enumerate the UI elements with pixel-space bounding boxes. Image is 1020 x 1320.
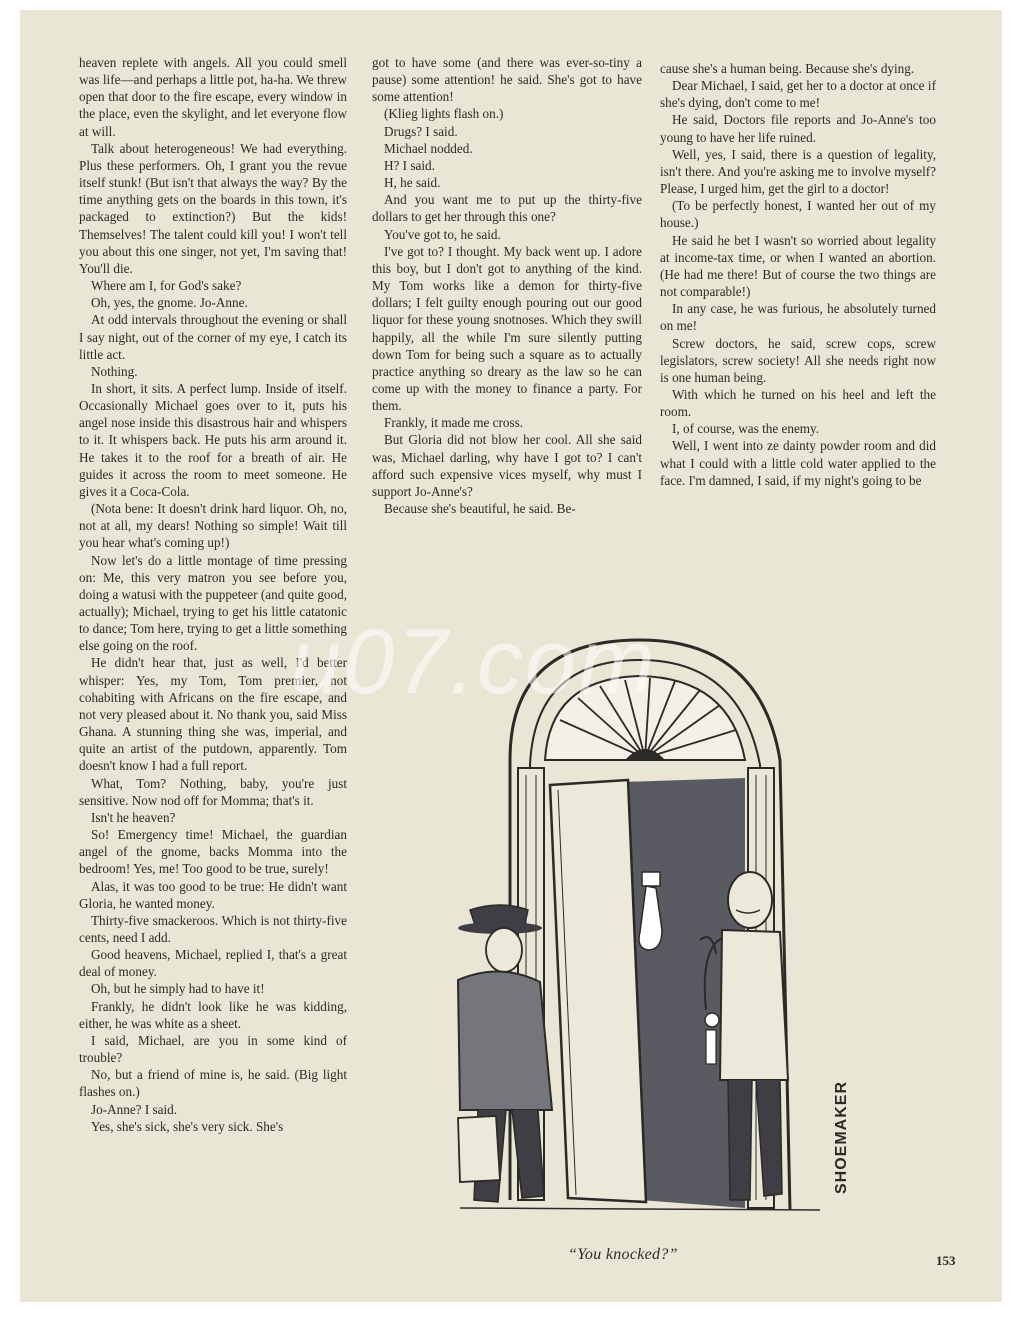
paragraph: H? I said. — [384, 157, 435, 173]
magazine-page — [20, 10, 1002, 1302]
paragraph: Frankly, he didn't look like he was kidding, either, he was white as a sheet. — [79, 998, 347, 1031]
paragraph: Alas, it was too good to be true: He didn't want Gloria, he wanted money. — [79, 878, 347, 911]
paragraph: Thirty-five smackeroos. Which is not thirty-five cents, need I add. — [79, 912, 347, 945]
paragraph: (Klieg lights flash on.) — [384, 106, 504, 122]
paragraph: No, but a friend of mine is, he said. (Big light flashes on.) — [79, 1067, 347, 1100]
cartoon-caption: “You knocked?” — [568, 1246, 678, 1263]
paragraph: At odd intervals throughout the evening or shall I say night, out of the corner of my eye, I catch its little act. — [79, 312, 347, 362]
artist-signature: SHOEMAKER — [833, 1080, 850, 1194]
paragraph: What, Tom? Nothing, baby, you're just sensitive. Now nod off for Momma; that's it. — [79, 775, 347, 808]
paragraph: Jo-Anne? I said. — [91, 1101, 178, 1117]
open-door — [550, 780, 646, 1202]
briefcase-icon — [458, 1116, 500, 1182]
paragraph: Now let's do a little montage of time pressing on: Me, this very matron you see before you, doing a watusi with the puppeteer (and quite good, actually); Michael, trying to get his little catatonic to dance; Tom here, trying to get a little something else going on the roof. — [79, 552, 347, 654]
paragraph: In any case, he was furious, he absolutely turned on me! — [660, 301, 936, 334]
paragraph: heaven replete with angels. All you could smell was life—and perhaps a little pot, ha-ha. We threw open that door to the fire escape, every window in the place, even the skylight, and let everyone flow at will. — [79, 55, 347, 139]
paragraph: He didn't hear that, just as well, I'd better whisper: Yes, my Tom, Tom premier, not cohabiting with Africans on the fire escape, and not very pleased about it. No thank you, said Miss Ghana. A stunning thing she was, imperial, and quite an artist of the putdown, apparently. Tom doesn't know I had a full report. — [79, 655, 347, 774]
paragraph: (To be perfectly honest, I wanted her out of my house.) — [660, 198, 936, 231]
paragraph: Where am I, for God's sake? — [91, 278, 242, 294]
paragraph: Well, I went into ze dainty powder room and did what I could with a little cold water applied to the face. I'm damned, I said, if my night's going to be — [660, 438, 936, 488]
page-number: 153 — [936, 1253, 956, 1268]
paragraph: Isn't he heaven? — [91, 809, 176, 825]
paragraph: I've got to? I thought. My back went up. I adore this boy, but I don't got to anything of the kind. My Tom works like a demon for thirty-five dollars; I felt guilty enough pouring out our good liquor for these young snotnoses. Which they swill happily, all the while I'm sure silently putting down Tom for being such a square as to actually practice anything so dreary as the law so he can come up with the money to finance a party. For them. — [372, 243, 642, 414]
paragraph: Dear Michael, I said, get her to a doctor at once if she's dying, don't come to me! — [660, 78, 936, 111]
paragraph: I said, Michael, are you in some kind of trouble? — [79, 1032, 347, 1066]
paragraph: Good heavens, Michael, replied I, that's a great deal of money. — [79, 947, 347, 980]
paragraph: Nothing. — [91, 363, 138, 379]
paragraph: He said he bet I wasn't so worried about legality at income-tax time, or when I wanted an abortion. (He had me there! But of course the two things are not comparable!) — [660, 232, 936, 300]
paragraph: Drugs? I said. — [384, 123, 458, 139]
paragraph: But Gloria did not blow her cool. All she said was, Michael darling, why have I got to? I can't afford such expensive vices myself, why must I support Jo-Anne's? — [372, 432, 642, 499]
paragraph: Michael nodded. — [384, 140, 473, 156]
paragraph: I, of course, was the enemy. — [672, 421, 820, 437]
paragraph: H, he said. — [384, 175, 441, 191]
paragraph: Yes, she's sick, she's very sick. She's — [91, 1118, 284, 1134]
watermark-text: u07.com — [290, 611, 657, 713]
paragraph: Oh, but he simply had to have it! — [91, 981, 265, 997]
paragraph: You've got to, he said. — [384, 226, 501, 242]
paragraph: And you want me to put up the thirty-five dollars to get her through this one? — [372, 192, 642, 225]
paragraph: So! Emergency time! Michael, the guardian angel of the gnome, backs Momma into the bedroom! Yes, me! Too good to be true, surely! — [79, 827, 347, 877]
paragraph: With which he turned on his heel and left the room. — [660, 386, 936, 420]
paragraph: Talk about heterogeneous! We had everything. Plus these performers. Oh, I grant you the revue itself stunk! (But isn't that always the way? By the time anything gets on the boards in this town, it's packaged to extinction?) But the kids! Themselves! The talent could kill you! I won't tell you about this one singer, not yet, I'm saving that! You'll die. — [79, 140, 347, 276]
paragraph: Well, yes, I said, there is a question of legality, isn't there. And you're asking me to involve myself? Please, I urged him, get the girl to a doctor! — [660, 146, 936, 197]
paragraph: got to have some (and there was ever-so-tiny a pause) some attention! he said. She's got to have some attention! — [372, 55, 642, 105]
paragraph: Oh, yes, the gnome. Jo-Anne. — [91, 295, 248, 311]
paragraph: cause she's a human being. Because she's dying. — [660, 61, 915, 76]
paragraph: Because she's beautiful, he said. Be- — [384, 501, 576, 517]
text-column-1 — [79, 54, 347, 1135]
paragraph: (Nota bene: It doesn't drink hard liquor. Oh, no, not at all, my dears! Nothing so simple! Wait till you hear what's coming up!) — [79, 501, 347, 551]
text-column-2 — [372, 54, 642, 517]
text-column-3 — [660, 60, 936, 489]
paragraph: He said, Doctors file reports and Jo-Anne's too young to have her life ruined. — [660, 112, 936, 145]
paragraph: Screw doctors, he said, screw cops, screw legislators, screw society! All she needs right now is one human being. — [660, 335, 936, 385]
door-knocker-icon — [639, 872, 662, 950]
paragraph: Frankly, it made me cross. — [384, 415, 524, 431]
doorknob-icon — [705, 1013, 719, 1027]
paragraph: In short, it sits. A perfect lump. Inside of itself. Occasionally Michael goes over to it, puts his angel nose inside this disastrous hair and whispers to it. It whispers back. He puts his arm around it. He takes it to the roof for a breath of air. He guides it across the room to meet someone. He gives it a Coca-Cola. — [79, 380, 347, 499]
